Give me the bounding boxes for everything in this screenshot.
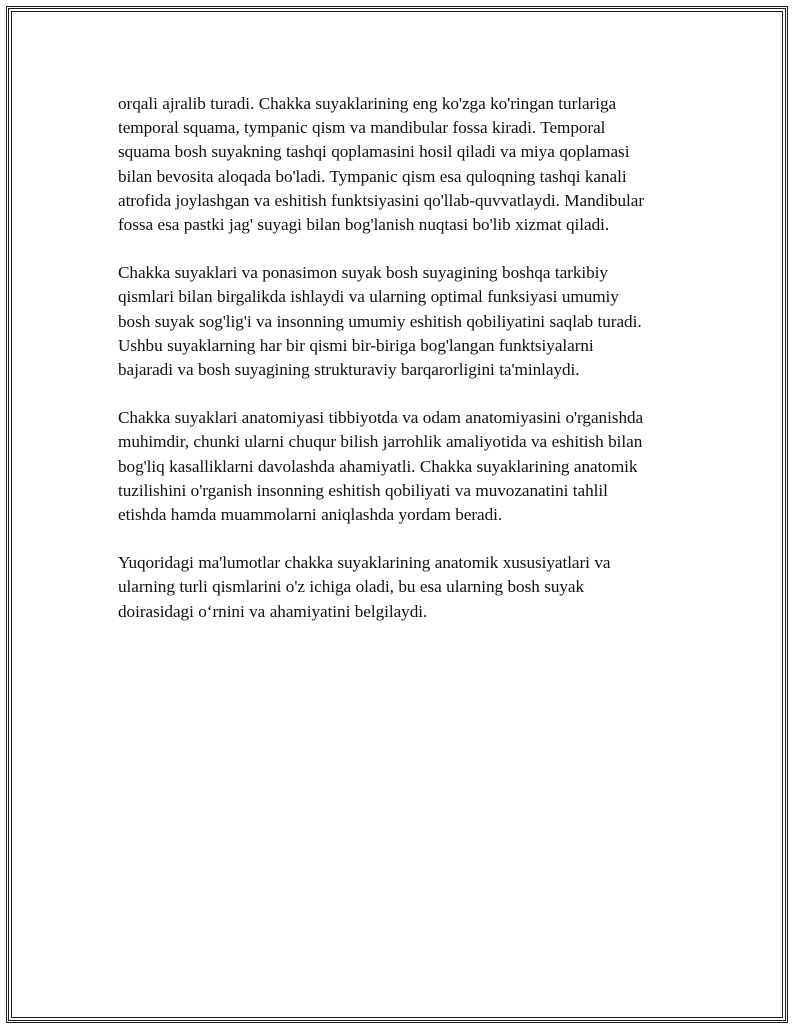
text-line: muhimdir, chunki ularni chuqur bilish jarrohlik amaliyotida va eshitish bilan: [118, 432, 643, 452]
text-line: Chakka suyaklari va ponasimon suyak bosh suyagining boshqa tarkibiy: [118, 263, 608, 283]
text-line: bosh suyak sog'lig'i va insonning umumiy eshitish qobiliyatini saqlab turadi.: [118, 311, 642, 331]
text-line: tuzilishini o'rganish insonning eshitish qobiliyati va muvozanatini tahlil: [118, 480, 608, 500]
text-line: qismlari bilan birgalikda ishlaydi va ularning optimal funksiyasi umumiy: [118, 287, 619, 307]
text-line: Chakka suyaklari anatomiyasi tibbiyotda va odam anatomiyasini o'rganishda: [118, 408, 644, 428]
text-line: doirasidagi o‘rnini va ahamiyatini belgilaydi.: [118, 601, 428, 621]
text-line: temporal squama, tympanic qism va mandibular fossa kiradi. Temporal: [118, 118, 606, 138]
text-line: bajaradi va bosh suyagining strukturaviy barqarorligini ta'minlaydi.: [118, 360, 580, 380]
text-line: atrofida joylashgan va eshitish funktsiyasini qo'llab-quvvatlaydi. Mandibular: [118, 190, 644, 210]
text-line: bog'liq kasalliklarni davolashda ahamiyatli. Chakka suyaklarining anatomik: [118, 456, 638, 476]
text-line: Ushbu suyaklarning har bir qismi bir-biriga bog'langan funktsiyalarni: [118, 335, 594, 355]
text-line: Yuqoridagi ma'lumotlar chakka suyaklarining anatomik xususiyatlari va: [118, 553, 611, 573]
text-line: squama bosh suyakning tashqi qoplamasini hosil qiladi va miya qoplamasi: [118, 142, 630, 162]
paragraph-3: [118, 406, 693, 527]
document-body: [118, 92, 693, 648]
text-line: orqali ajralib turadi. Chakka suyaklarining eng ko'zga ko'ringan turlariga: [118, 94, 617, 113]
text-line: etishda hamda muammolarni aniqlashda yordam beradi.: [118, 505, 503, 525]
text-line: fossa esa pastki jag' suyagi bilan bog'lanish nuqtasi bo'lib xizmat qiladi.: [118, 215, 610, 235]
paragraph-1: [118, 92, 693, 237]
paragraph-2: [118, 261, 693, 382]
paragraph-4: [118, 551, 693, 624]
text-line: bilan bevosita aloqada bo'ladi. Tympanic qism esa quloqning tashqi kanali: [118, 166, 627, 186]
text-line: ularning turli qismlarini o'z ichiga oladi, bu esa ularning bosh suyak: [118, 577, 585, 597]
